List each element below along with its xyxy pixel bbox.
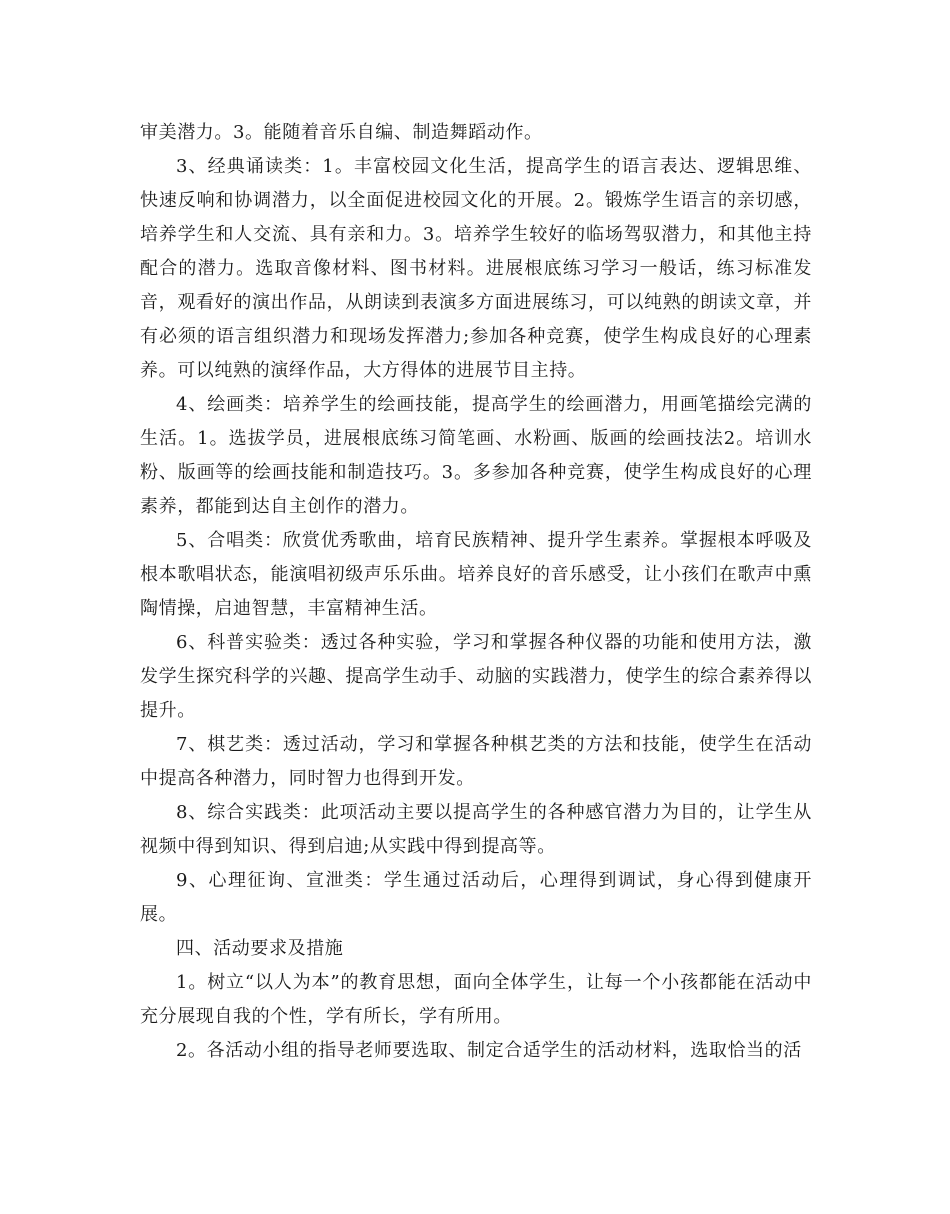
paragraph-chess: 7、棋艺类：透过活动，学习和掌握各种棋艺类的方法和技能，使学生在活动中提高各种潜力，同时智力也得到开发。: [140, 734, 812, 789]
paragraph-classic-reading: 3、经典诵读类：1。丰富校园文化生活，提高学生的语言表达、逻辑思维、快速反响和协调潜力，以全面促进校园文化的开展。2。锻炼学生语言的亲切感，培养学生和人交流、具有亲和力。3。培养学生较好的临场驾驭潜力，和其他主持配合的潜力。选取音像材料、图书材料。进展根底练习学习一般话，练习标准发音，观看好的演出作品，从朗读到表演多方面进展练习，可以纯熟的朗读文章，并有必须的语言组织潜力和现场发挥潜力;参加各种竞赛，使学生构成良好的心理素养。可以纯熟的演绎作品，大方得体的进展节目主持。: [140, 156, 812, 381]
document-body: [140, 116, 812, 1068]
paragraph-painting: 4、绘画类：培养学生的绘画技能，提高学生的绘画潜力，用画笔描绘完满的生活。1。选拔学员，进展根底练习简笔画、水粉画、版画的绘画技法2。培训水粉、版画等的绘画技能和制造技巧。3。多参加各种竞赛，使学生构成良好的心理素养，都能到达自主创作的潜力。: [140, 394, 812, 517]
paragraph-requirement-1: 1。树立“以人为本”的教育思想，面向全体学生，让每一个小孩都能在活动中充分展现自我的个性，学有所长，学有所用。: [140, 972, 812, 1027]
paragraph-science-experiment: 6、科普实验类：透过各种实验，学习和掌握各种仪器的功能和使用方法，激发学生探究科学的兴趣、提高学生动手、动脑的实践潜力，使学生的综合素养得以提升。: [140, 632, 812, 721]
paragraph-chorus: 5、合唱类：欣赏优秀歌曲，培育民族精神、提升学生素养。掌握根本呼吸及根本歌唱状态，能演唱初级声乐乐曲。培养良好的音乐感受，让小孩们在歌声中熏陶情操，启迪智慧，丰富精神生活。: [140, 530, 812, 619]
paragraph-psychological-counseling: 9、心理征询、宣泄类：学生通过活动后，心理得到调试，身心得到健康开展。: [140, 870, 812, 925]
paragraph-comprehensive-practice: 8、综合实践类：此项活动主要以提高学生的各种感官潜力为目的，让学生从视频中得到知识、得到启迪;从实践中得到提高等。: [140, 802, 812, 857]
paragraph-requirement-2: 2。各活动小组的指导老师要选取、制定合适学生的活动材料，选取恰当的活: [176, 1040, 802, 1061]
section-heading-requirements: 四、活动要求及措施: [176, 938, 344, 959]
paragraph-continuation: 审美潜力。3。能随着音乐自编、制造舞蹈动作。: [140, 122, 543, 143]
